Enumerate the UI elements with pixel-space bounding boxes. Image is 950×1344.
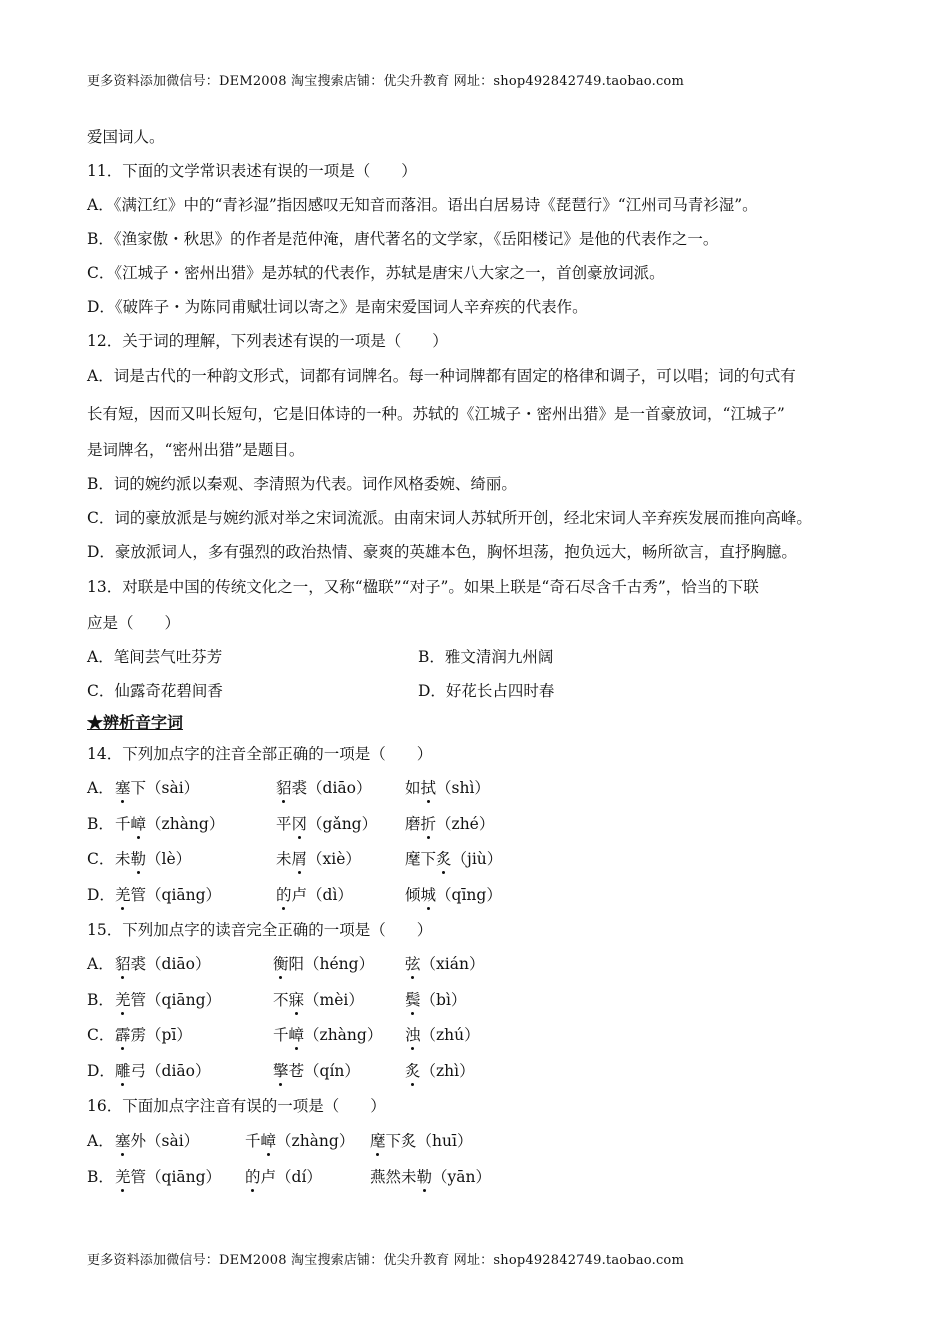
- option-11c: C．《江城子・密州出猎》是苏轼的代表作，苏轼是唐宋八大家之一，首创豪放词派。: [87, 264, 665, 282]
- option-label: B．: [87, 814, 114, 833]
- pinyin-option-row: [87, 885, 502, 905]
- option-13c: C．仙露奇花碧间香: [87, 682, 223, 700]
- pinyin-item: 衡阳（héng）: [273, 955, 375, 973]
- option-11a: A．《满江红》中的“青衫湿”指因感叹无知音而落泪。语出白居易诗《琵琶行》“江州司马青衫湿”。: [87, 196, 758, 214]
- dotted-character: 鬓: [405, 990, 421, 1009]
- dotted-character: 城: [420, 885, 437, 904]
- pinyin-item: 未屑（xiè）: [276, 850, 361, 868]
- option-13a: A．笔间芸气吐芬芳: [87, 648, 223, 666]
- option-12b: B．词的婉约派以秦观、李清照为代表。词作风格委婉、绮丽。: [87, 475, 517, 493]
- pinyin-item: 炙（zhì）: [405, 1061, 475, 1080]
- pinyin-item: 擎苍（qín）: [273, 1061, 360, 1080]
- dotted-character: 的: [245, 1167, 261, 1186]
- question-15: 15．下列加点字的读音完全正确的一项是（ ）: [87, 921, 433, 939]
- pinyin-option-row: [87, 954, 485, 974]
- dotted-character: 擎: [273, 1061, 289, 1080]
- pinyin-item: 鬓（bì）: [405, 990, 467, 1009]
- option-label: C．: [87, 850, 115, 868]
- page-header: 更多资料添加微信号：DEM2008 淘宝搜索店铺：优尖升教育 网址：shop492842749.taobao.com: [87, 74, 684, 89]
- option-12a-line3: 是词牌名，“密州出猎”是题目。: [87, 441, 305, 459]
- pinyin-option-row: [87, 1131, 473, 1151]
- pinyin-option-row: [87, 849, 503, 869]
- option-12c: C．词的豪放派是与婉约派对举之宋词流派。由南宋词人苏轼所开创，经北宋词人辛弃疾发展而推向高峰。: [87, 509, 812, 527]
- pinyin-item: 羌管（qiāng）: [115, 885, 222, 904]
- option-row-13ab: [87, 647, 554, 667]
- text-line: 爱国词人。: [87, 128, 165, 146]
- question-14: 14．下列加点字的注音全部正确的一项是（ ）: [87, 745, 433, 763]
- dotted-character: 塞: [115, 779, 131, 797]
- option-label: A．: [87, 955, 114, 973]
- pinyin-item: 千嶂（zhàng）: [245, 1132, 355, 1150]
- pinyin-item: 倾城（qīng）: [405, 885, 502, 904]
- page-footer: 更多资料添加微信号：DEM2008 淘宝搜索店铺：优尖升教育 网址：shop492842749.taobao.com: [87, 1253, 684, 1268]
- dotted-character: 弦: [405, 955, 421, 973]
- option-13d: D．好花长占四时春: [418, 682, 555, 700]
- option-12a-line1: A．词是古代的一种韵文形式，词都有词牌名。每一种词牌都有固定的格律和调子，可以唱；词的句式有: [87, 367, 796, 385]
- option-row-13cd: [87, 681, 555, 701]
- option-11b: B．《渔家傲・秋思》的作者是范仲淹，唐代著名的文学家，《岳阳楼记》是他的代表作之一。: [87, 230, 719, 248]
- pinyin-item: 如拭（shì）: [405, 779, 490, 797]
- dotted-character: 衡: [273, 955, 289, 973]
- option-13b: B．雅文清润九州阔: [418, 648, 554, 666]
- pinyin-item: 千嶂（zhàng）: [273, 1026, 383, 1044]
- pinyin-option-row: [87, 1025, 480, 1045]
- dotted-character: 羌: [115, 885, 131, 904]
- question-12: 12．关于词的理解，下列表述有误的一项是（ ）: [87, 332, 448, 350]
- question-16: 16．下面加点字注音有误的一项是（ ）: [87, 1097, 386, 1115]
- dotted-character: 貂: [276, 779, 292, 797]
- option-label: A．: [87, 779, 114, 797]
- pinyin-item: 麾下炙（jiù）: [405, 850, 503, 868]
- question-13-line2: 应是（ ）: [87, 614, 181, 632]
- dotted-character: 嶂: [288, 1026, 305, 1044]
- pinyin-item: 浊（zhú）: [405, 1026, 480, 1044]
- dotted-character: 勒: [130, 850, 147, 868]
- option-12d: D．豪放派词人，多有强烈的政治热情、豪爽的英雄本色，胸怀坦荡，抱负远大，畅所欲言，直抒胸臆。: [87, 543, 797, 561]
- pinyin-item: 的卢（dì）: [276, 885, 353, 904]
- pinyin-item: 平冈（gǎng）: [276, 814, 378, 833]
- option-label: A．: [87, 1132, 114, 1150]
- question-11: 11．下面的文学常识表述有误的一项是（ ）: [87, 162, 417, 180]
- pinyin-item: 不寐（mèi）: [273, 990, 364, 1009]
- pinyin-option-row: [87, 1061, 475, 1081]
- dotted-character: 羌: [115, 990, 131, 1009]
- dotted-character: 貂: [115, 955, 131, 973]
- option-11d: D．《破阵子・为陈同甫赋壮词以寄之》是南宋爱国词人辛弃疾的代表作。: [87, 298, 588, 316]
- pinyin-item: 貂裘（diāo）: [276, 779, 372, 797]
- dotted-character: 炙: [436, 850, 452, 868]
- pinyin-item: 未勒（lè）: [115, 850, 192, 868]
- pinyin-item: 羌管（qiāng）: [115, 1167, 222, 1186]
- dotted-character: 寐: [288, 990, 305, 1009]
- pinyin-item: 霹雳（pī）: [115, 1026, 192, 1044]
- pinyin-item: 貂裘（diāo）: [115, 955, 211, 973]
- option-label: B．: [87, 990, 114, 1009]
- pinyin-item: 塞外（sài）: [115, 1132, 200, 1150]
- pinyin-item: 麾下炙（huī）: [370, 1132, 473, 1150]
- pinyin-item: 雕弓（diāo）: [115, 1061, 211, 1080]
- dotted-character: 冈: [291, 814, 308, 833]
- option-label: D．: [87, 1061, 115, 1080]
- dotted-character: 屑: [291, 850, 308, 868]
- dotted-character: 浊: [405, 1026, 421, 1044]
- option-label: C．: [87, 1026, 115, 1044]
- option-12a-line2: 长有短，因而又叫长短句，它是旧体诗的一种。苏轼的《江城子・密州出猎》是一首豪放词，“江城子”: [87, 405, 785, 423]
- question-13-line1: 13．对联是中国的传统文化之一，又称“楹联”“对子”。如果上联是“奇石尽含千古秀”，恰当的下联: [87, 578, 759, 596]
- section-heading: ★辨析音字词: [87, 713, 184, 732]
- pinyin-item: 磨折（zhé）: [405, 814, 495, 833]
- pinyin-item: 燕然未勒（yān）: [370, 1167, 492, 1186]
- dotted-character: 折: [420, 814, 437, 833]
- dotted-character: 霹: [115, 1026, 131, 1044]
- dotted-character: 嶂: [260, 1132, 277, 1150]
- dotted-character: 羌: [115, 1167, 131, 1186]
- dotted-character: 雕: [115, 1061, 131, 1080]
- pinyin-item: 塞下（sài）: [115, 779, 200, 797]
- pinyin-option-row: [87, 814, 495, 834]
- dotted-character: 勒: [416, 1167, 433, 1186]
- pinyin-option-row: [87, 1167, 492, 1187]
- dotted-character: 拭: [420, 779, 437, 797]
- pinyin-item: 千嶂（zhàng）: [115, 814, 225, 833]
- pinyin-item: 的卢（dí）: [245, 1167, 322, 1186]
- pinyin-option-row: [87, 990, 467, 1010]
- pinyin-option-row: [87, 778, 490, 798]
- pinyin-item: 弦（xián）: [405, 955, 485, 973]
- dotted-character: 炙: [405, 1061, 421, 1080]
- dotted-character: 嶂: [130, 814, 147, 833]
- dotted-character: 的: [276, 885, 292, 904]
- dotted-character: 塞: [115, 1132, 131, 1150]
- option-label: D．: [87, 885, 115, 904]
- option-label: B．: [87, 1167, 114, 1186]
- dotted-character: 麾: [370, 1132, 386, 1150]
- pinyin-item: 羌管（qiāng）: [115, 990, 222, 1009]
